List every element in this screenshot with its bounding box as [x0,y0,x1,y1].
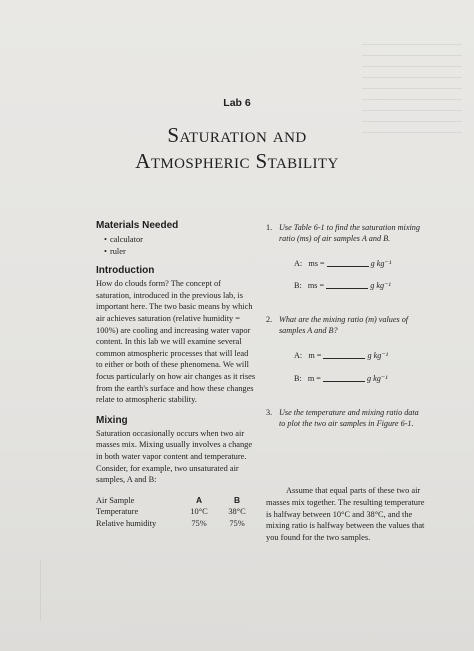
mixing-paragraph: Saturation occasionally occurs when two air masses mix. Mixing usually involves a change in both water vapor content and temperature. Consider, for example, two unsaturated air samples, A and B: [96,428,253,485]
air-sample-table [96,495,256,530]
question-text: Use the temperature and mixing ratio data to plot the two air samples in Figure 6-1. [279,408,419,429]
table-header-row [96,495,256,507]
table-cell: Relative humidity [96,518,157,528]
table-cell: 75% [191,518,207,528]
materials-item: • ruler [104,246,256,258]
title-line-1: Saturation and [167,123,307,147]
introduction-paragraph: How do clouds form? The concept of saturation, introduced in the previous lab, is important here. The two basic means by which air achieves saturation (relative humidity = 100%) are cooling and increasing water vapor content. In this lab we will examine several common atmospheric processes that will lead to either or both of these phenomena. We will focus particularly on how air changes as it rises from the earth's surface and how these changes relate to atmospheric stability. [96,279,256,405]
answer-blank[interactable] [323,373,365,382]
page-title [0,122,474,174]
table-header-cell: Air Sample [96,495,135,505]
lab-number: Lab 6 [223,97,251,109]
table-cell: 75% [229,518,245,528]
table-cell: Temperature [96,507,139,517]
question-text: Use Table 6-1 to find the saturation mixing ratio (ms) of air samples A and B. [279,223,420,244]
materials-heading: Materials Needed [96,220,179,231]
answer-line-1b: B: ms = g kg⁻¹ [294,281,391,290]
question-text: What are the mixing ratio (m) values of samples A and B? [279,315,409,336]
table-row [96,506,256,518]
scan-artifact [40,560,53,620]
answer-line-2a: A: m = g kg⁻¹ [294,351,389,360]
table-header-cell: B [233,494,241,505]
table-cell: 10°C [190,507,208,517]
table-row [96,518,256,530]
question-number: 2. [266,315,273,324]
answer-blank[interactable] [323,350,365,359]
materials-list [104,234,256,257]
question-number: 3. [266,408,273,417]
introduction-heading: Introduction [96,265,155,277]
title-line-2: Atmospheric Stability [135,149,339,173]
answer-line-1a: A: ms = g kg⁻¹ [294,259,392,268]
mixing-followup-paragraph: Assume that equal parts of these two air masses mix together. The resulting temperature is halfway between 10°C and 38°C, and the mixing ratio is halfway between the values that you found for the two samples. [266,486,425,542]
table-header-cell: A [195,494,203,505]
table-cell: 38°C [228,507,246,517]
answer-blank[interactable] [327,258,369,267]
left-column [96,219,256,529]
materials-item: • calculator [104,234,256,246]
question-number: 1. [266,223,273,232]
answer-blank[interactable] [326,280,368,289]
mixing-heading: Mixing [96,414,128,426]
answer-line-2b: B: m = g kg⁻¹ [294,374,388,383]
